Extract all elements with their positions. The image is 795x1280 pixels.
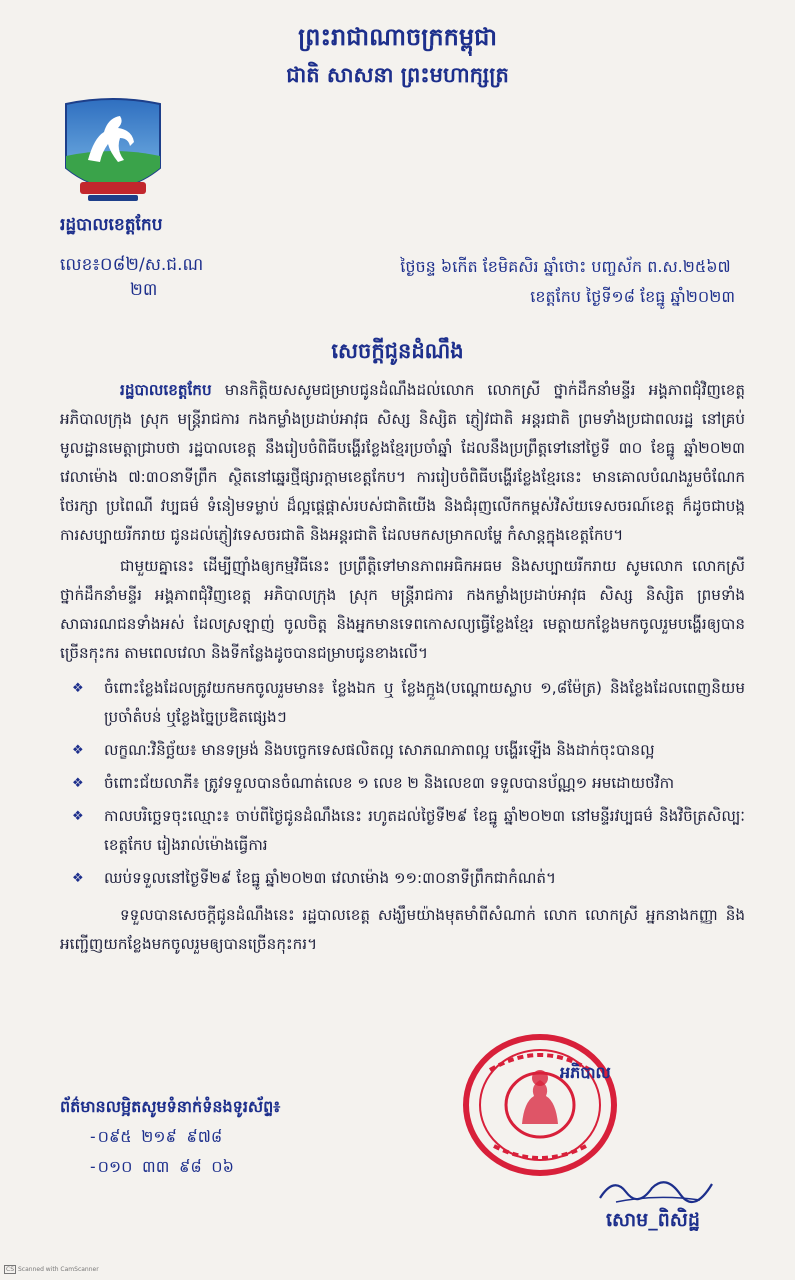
paragraph-2: ជាមួយគ្នានេះ ដើម្បីញ៉ាំងឲ្យកម្មវិធីនេះ ប្រព្រឹត្តិទៅមានភាពអធិកអធម និងសប្បាយរីករាយ សូមលោក លោកស្រី ថ្នាក់ដឹកនាំមន្ទីរ អង្គភាពជុំវិញខេត្ត អភិបាលក្រុង ស្រុក មន្ត្រីរាជការ កងកម្លាំងប្រដាប់អាវុធ សិស្ស និស្សិត ព្រមទាំងសាធារណជនទាំងអស់ ដែលស្រឡាញ់ ចូលចិត្ត និងអ្នកមានទេពកោសល្យធ្វើខ្លែងខ្មែរ មេត្តាយកខ្លែងមកចូលរួមបង្ហើរឲ្យបានច្រើនកុះករ តាមពេលវេលា និងទីកន្លែងដូចបានជម្រាបជូនខាងលើ។	[60, 557, 745, 662]
list-item	[60, 802, 745, 860]
bullet-icon: ❖	[72, 776, 84, 791]
handwritten-signature-icon	[596, 1172, 716, 1208]
motto-heading: ជាតិ សាសនា ព្រះមហាក្សត្រ	[286, 63, 509, 87]
contact-block	[60, 1092, 280, 1182]
bullet-icon: ❖	[72, 809, 84, 824]
list-item-text: កាលបរិច្ឆេទចុះឈ្មោះ៖ ចាប់ពីថ្ងៃជូនដំណឹងនេះ រហូតដល់ថ្ងៃទី២៩ ខែធ្នូ ឆ្នាំ២០២៣ នៅមន្ទីរវប្បធម៌ និងវិចិត្រសិល្បៈខេត្តកែប រៀងរាល់ម៉ោងធ្វើការ	[104, 807, 745, 854]
reference-number-value: ០៨២	[99, 254, 139, 275]
paragraph-1-lead: រដ្ឋបាលខេត្តកែប	[120, 381, 212, 399]
paragraph-1	[60, 376, 745, 550]
phone-number-1: -០៩៥ ២១៩ ៩៧៨	[88, 1127, 223, 1146]
kingdom-heading: ព្រះរាជាណាចក្រកម្ពុជា	[298, 23, 497, 51]
contact-label: ព័ត៌មានលម្អិតសូមទំនាក់ទំនងទូរស័ព្ទ៖	[60, 1097, 281, 1116]
date-block	[400, 252, 735, 312]
bullet-icon: ❖	[72, 871, 84, 886]
lunar-date: ថ្ងៃចន្ទ ៦កើត ខែមិគសិរ ឆ្នាំថោះ បញ្ចស័ក ព.ស.២៥៦៧	[400, 257, 731, 276]
reference-year: ២៣	[130, 280, 158, 300]
list-item	[60, 736, 745, 765]
organization-name: រដ្ឋបាលខេត្តកែប	[60, 215, 163, 235]
list-item-text: ឈប់ទទួលនៅថ្ងៃទី២៩ ខែធ្នូ ឆ្នាំ២០២៣ វេលាម៉ោង ១១:៣០នាទីព្រឹកជាកំណត់។	[104, 869, 557, 887]
kep-province-logo	[58, 98, 168, 210]
official-seal-icon	[460, 1030, 620, 1180]
signer-name: សោម_ពិសិដ្ឋ	[606, 1209, 700, 1231]
bullet-list	[60, 674, 745, 893]
list-item	[60, 674, 745, 732]
phone-number-2: -០១០ ៣៣ ៩៨ ០៦	[88, 1157, 234, 1176]
reference-prefix: លេខ៖	[60, 255, 100, 275]
document-body	[60, 376, 745, 959]
list-item-text: ចំពោះខ្លែងដែលត្រូវយកមកចូលរួមមាន៖ ខ្លែងឯក ឬ ខ្លែងក្អួង(បណ្តោយស្លាប ១,៨ម៉ែត្រ) និងខ្លែងដែលពេញនិយមប្រចាំតំបន់ ឬខ្លែងច្នៃប្រឌិតផ្សេងៗ	[104, 679, 745, 726]
reference-number	[60, 252, 203, 304]
list-item-text: លក្ខណៈវិនិច្ឆ័យ៖ មានទម្រង់ និងបច្ចេកទេសផលិតល្អ សោភណភាពល្អ បង្ហើរឡើង និងដាក់ចុះបានល្អ	[104, 741, 655, 759]
document-title: សេចក្តីជូនដំណឹង	[331, 339, 464, 363]
paragraph-1-text: មានកិត្តិយសសូមជម្រាបជូនដំណឹងដល់លោក លោកស្រី ថ្នាក់ដឹកនាំមន្ទីរ អង្គភាពជុំវិញខេត្ត អភិបាលក្រុង ស្រុក មន្ត្រីរាជការ កងកម្លាំងប្រដាប់អាវុធ សិស្ស និស្សិត ភ្ញៀវជាតិ អន្តរជាតិ ព្រមទាំងប្រជាពលរដ្ឋ នៅគ្រប់មូលដ្ឋានមេត្តាជ្រាបថា រដ្ឋបាលខេត្ត នឹងរៀបចំពិធីបង្ហើរខ្លែងខ្មែរប្រចាំឆ្នាំ ដែលនឹងប្រព្រឹត្តទៅនៅថ្ងៃទី ៣០ ខែធ្នូ ឆ្នាំ២០២៣ វេលាម៉ោង ៧:៣០នាទីព្រឹក ស្ថិតនៅឆ្នេរថ្មីផ្សារក្តាមខេត្តកែប។ ការរៀបចំពិធីបង្ហើរខ្លែងខ្មែរនេះ មានគោលបំណងរួមចំណែកថែរក្សា ប្រពៃណី វប្បធម៌ ទំនៀមទម្លាប់ ដ៏ល្អផ្ដេផ្ដាស់របស់ជាតិយើង និងជំរុញលើកកម្ពស់វិស័យទេសចរណ៍ខេត្ត ក៏ដូចជាបង្កការសប្បាយរីករាយ ជូនដល់ភ្ញៀវទេសចរជាតិ និងអន្តរជាតិ ដែលមកសម្រាកលម្ហែ កំសាន្តក្នុងខេត្តកែប។	[60, 381, 745, 544]
scanner-text: Scanned with CamScanner	[18, 1266, 99, 1273]
list-item	[60, 769, 745, 798]
list-item	[60, 864, 745, 893]
governor-title: អភិបាល	[560, 1063, 611, 1082]
bullet-icon: ❖	[72, 681, 84, 696]
reference-suffix: /ស.ជ.ណ	[138, 255, 204, 275]
scanner-watermark	[4, 1265, 99, 1274]
camscanner-icon: CS	[6, 1266, 14, 1273]
solar-date: ខេត្តកែប ថ្ងៃទី១៨ ខែធ្នូ ឆ្នាំ២០២៣	[530, 287, 735, 306]
bullet-icon: ❖	[72, 743, 84, 758]
closing-paragraph: ទទួលបានសេចក្តីជូនដំណឹងនេះ រដ្ឋបាលខេត្ត សង្ឃឹមយ៉ាងមុតមាំពីសំណាក់ លោក លោកស្រី អ្នកនាងកញ្ញា និងអញ្ជើញយកខ្លែងមកចូលរួមឲ្យបានច្រើនកុះករ។	[60, 906, 745, 953]
list-item-text: ចំពោះជ័យលាភី៖ ត្រូវទទួលបានចំណាត់លេខ ១ លេខ ២ និងលេខ៣ ទទួលបានប័ណ្ណ១ អមដោយថវិកា	[104, 774, 675, 792]
